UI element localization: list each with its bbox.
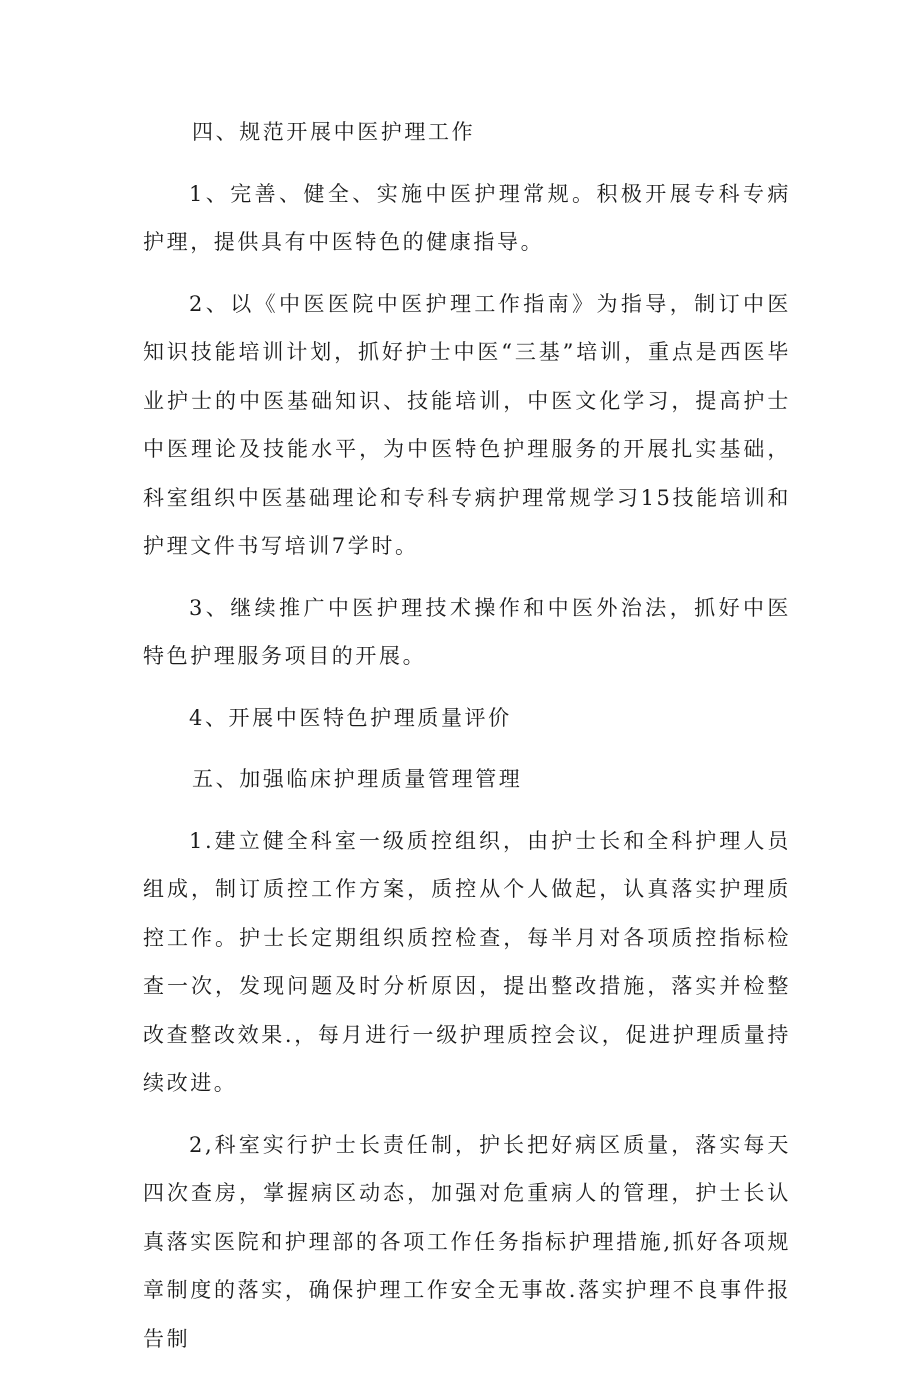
paragraph-item-4-3: 3、继续推广中医护理技术操作和中医外治法，抓好中医特色护理服务项目的开展。	[143, 595, 791, 668]
paragraph-item-4-4: 4、开展中医特色护理质量评价	[189, 705, 512, 730]
paragraph-item-4-1: 1、完善、健全、实施中医护理常规。积极开展专科专病护理，提供具有中医特色的健康指导。	[143, 181, 791, 254]
section-heading-4: 四、规范开展中医护理工作	[192, 120, 476, 144]
document-page	[143, 108, 791, 1376]
paragraph-item-5-2: 2,科室实行护士长责任制，护长把好病区质量，落实每天四次查房，掌握病区动态，加强对危重病人的管理，护士长认真落实医院和护理部的各项工作任务指标护理措施,抓好各项规章制度的落实，确保护理工作安全无事故.落实护理不良事件报告制	[143, 1132, 791, 1351]
paragraph-item-4-2: 2、以《中医医院中医护理工作指南》为指导，制订中医知识技能培训计划，抓好护士中医“三基”培训，重点是西医毕业护士的中医基础知识、技能培训，中医文化学习，提高护士中医理论及技能水平，为中医特色护理服务的开展扎实基础，科室组织中医基础理论和专科专病护理常规学习15技能培训和护理文件书写培训7学时。	[143, 291, 791, 558]
paragraph-item-5-1: 1.建立健全科室一级质控组织，由护士长和全科护理人员组成，制订质控工作方案，质控从个人做起，认真落实护理质控工作。护士长定期组织质控检查，每半月对各项质控指标检查一次，发现问题及时分析原因，提出整改措施，落实并检整改查整改效果.，每月进行一级护理质控会议，促进护理质量持续改进。	[143, 828, 791, 1095]
section-heading-5: 五、加强临床护理质量管理管理	[192, 767, 523, 791]
